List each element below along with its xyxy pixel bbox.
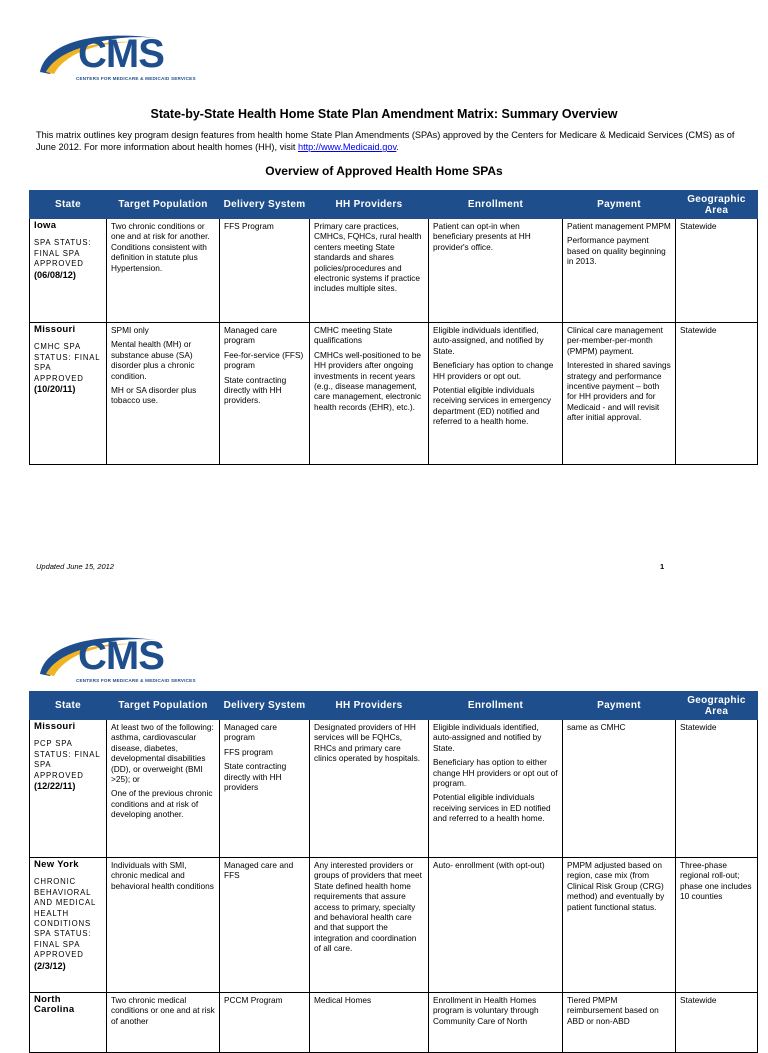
table-row <box>30 219 758 323</box>
medicaid-link[interactable]: http://www.Medicaid.gov <box>297 142 397 152</box>
header-state: State <box>30 191 107 219</box>
header-geographic-area: Geographic Area <box>676 191 758 219</box>
cell-paragraph: MH or SA disorder plus tobacco use. <box>111 385 197 406</box>
header-geographic-area: Geographic Area <box>676 692 758 720</box>
target-population-cell <box>107 720 220 858</box>
state-cell <box>30 993 107 1053</box>
state-name: Missouri <box>34 721 76 732</box>
cell-paragraph: Enrollment in Health Homes program is voluntary through Community Care of North <box>433 995 539 1026</box>
cell-paragraph: Eligible individuals identified, auto-assigned, and notified by State. <box>433 325 544 356</box>
intro-end: . <box>396 142 399 152</box>
geographic-area-cell <box>676 323 758 465</box>
state-name: North Carolina <box>34 994 75 1016</box>
table-row <box>30 323 758 465</box>
state-cell <box>30 323 107 465</box>
cell-paragraph: Managed care program <box>224 325 278 346</box>
cms-logo-tagline: CENTERS FOR MEDICARE & MEDICAID SERVICES <box>76 678 196 683</box>
document-title: State-by-State Health Home State Plan Amendment Matrix: Summary Overview <box>150 107 618 121</box>
header-target-population: Target Population <box>107 191 220 219</box>
cell-paragraph: Designated providers of HH services will be FQHCs, RHCs and primary care clinics operated by hospitals. <box>314 722 421 764</box>
cell-paragraph: Patient management PMPM <box>567 221 671 231</box>
cell-paragraph: Statewide <box>680 722 717 732</box>
cell-paragraph: FFS program <box>224 746 273 757</box>
header-state: State <box>30 692 107 720</box>
spa-status <box>34 877 102 972</box>
spa-status <box>34 342 102 395</box>
header-enrollment: Enrollment <box>429 692 563 720</box>
cell-paragraph: Managed care and FFS <box>224 860 294 881</box>
hh-providers-cell <box>310 323 429 465</box>
spa-status <box>34 739 102 792</box>
cell-paragraph: Fee-for-service (FFS) program <box>224 349 304 371</box>
geographic-area-cell <box>676 993 758 1053</box>
spa-approval-date: (2/3/12) <box>34 960 66 971</box>
table-header-row <box>30 191 758 219</box>
hh-providers-cell <box>310 858 429 993</box>
cell-paragraph: Medical Homes <box>314 995 372 1005</box>
table-row <box>30 993 758 1053</box>
hh-providers-cell <box>310 219 429 323</box>
hh-providers-cell <box>310 993 429 1053</box>
payment-cell <box>563 323 676 465</box>
header-enrollment: Enrollment <box>429 191 563 219</box>
cell-paragraph: Statewide <box>680 325 717 335</box>
cms-logo-text: CMS <box>78 634 164 678</box>
spa-status-text: CHRONIC BEHAVIORAL AND MEDICAL HEALTH CONDITIONS SPA STATUS: FINAL SPA APPROVED <box>34 877 96 960</box>
cms-logo-text: CMS <box>78 32 164 76</box>
payment-cell <box>563 858 676 993</box>
cell-paragraph: Interested in shared savings strategy and performance incentive payment – both for HH providers and for Medicaid - and will revisit after initial approval. <box>567 360 671 423</box>
enrollment-cell <box>429 993 563 1053</box>
hh-providers-cell <box>310 720 429 858</box>
spa-approval-date: (10/20/11) <box>34 384 76 395</box>
footer-page-number: 1 <box>660 562 665 571</box>
geographic-area-cell <box>676 858 758 993</box>
payment-cell <box>563 219 676 323</box>
spa-status-text: CMHC SPA STATUS: FINAL SPA APPROVED <box>34 342 101 383</box>
cell-paragraph: Beneficiary has option to change HH providers or opt out. <box>433 360 554 381</box>
spa-status <box>34 238 102 281</box>
delivery-system-cell <box>220 219 310 323</box>
spa-approval-date: (12/22/11) <box>34 781 76 792</box>
intro-text: This matrix outlines key program design features from health home State Plan Amendments (SPAs) approved by the Centers for Medicare & Medicaid Services (CMS) as of June 2012. For more information about health homes (HH), visit <box>36 130 735 152</box>
cell-paragraph: Mental health (MH) or substance abuse (SA) disorder plus a chronic condition. <box>111 339 195 381</box>
cell-paragraph: State contracting directly with HH providers <box>224 761 287 793</box>
header-delivery-system: Delivery System <box>220 692 310 720</box>
state-cell <box>30 858 107 993</box>
cell-paragraph: Patient can opt-in when beneficiary presents at HH provider's office. <box>433 221 531 252</box>
payment-cell <box>563 720 676 858</box>
cms-logo-tagline: CENTERS FOR MEDICARE & MEDICAID SERVICES <box>76 76 196 81</box>
cell-paragraph: Beneficiary has option to either change HH providers or opt out of program. <box>433 757 558 789</box>
delivery-system-cell <box>220 993 310 1053</box>
cell-paragraph: CMHCs well-positioned to be HH providers after ongoing investments in recent years (e.g., disease management, care management, electronic health records (EHR), etc.). <box>314 349 421 412</box>
table-header-row <box>30 692 758 720</box>
section-title: Overview of Approved Health Home SPAs <box>265 164 503 178</box>
cell-paragraph: PMPM adjusted based on region, case mix (from Clinical Risk Group (CRG) method) and eventually by patient functional status. <box>567 860 665 912</box>
cell-paragraph: Tiered PMPM reimbursement based on ABD or non-ABD <box>567 995 659 1026</box>
payment-cell <box>563 993 676 1053</box>
spa-approval-date: (06/08/12) <box>34 269 76 280</box>
target-population-cell <box>107 323 220 465</box>
cell-paragraph: Performance payment based on quality beginning in 2013. <box>567 235 666 267</box>
state-name: Iowa <box>34 220 57 231</box>
header-delivery-system: Delivery System <box>220 191 310 219</box>
target-population-cell <box>107 219 220 323</box>
enrollment-cell <box>429 219 563 323</box>
cell-paragraph: Managed care program <box>224 722 278 743</box>
header-hh-providers: HH Providers <box>310 191 429 219</box>
cell-paragraph: Any interested providers or groups of providers that meet State defined health home requirements that assure access to primary, specialty and behavioral health care and that support the integration and coordination of all care. <box>314 860 422 954</box>
state-name: Missouri <box>34 324 76 335</box>
target-population-cell <box>107 858 220 993</box>
cms-logo <box>36 28 198 88</box>
cell-paragraph: One of the previous chronic conditions and at risk of developing another. <box>111 788 213 820</box>
enrollment-cell <box>429 720 563 858</box>
cell-paragraph: same as CMHC <box>567 722 626 732</box>
delivery-system-cell <box>220 323 310 465</box>
spa-status-text: PCP SPA STATUS: FINAL SPA APPROVED <box>34 739 101 780</box>
cell-paragraph: Primary care practices, CMHCs, FQHCs, rural health centers meeting State standards and shares policies/procedures and electronic systems if practice includes multiple sites. <box>314 221 422 294</box>
geographic-area-cell <box>676 720 758 858</box>
cell-paragraph: FFS Program <box>224 221 274 231</box>
delivery-system-cell <box>220 858 310 993</box>
state-cell <box>30 720 107 858</box>
enrollment-cell <box>429 323 563 465</box>
hh-spa-table-page2 <box>29 691 758 1053</box>
cell-paragraph: PCCM Program <box>224 995 283 1005</box>
header-payment: Payment <box>563 692 676 720</box>
enrollment-cell <box>429 858 563 993</box>
header-hh-providers: HH Providers <box>310 692 429 720</box>
geographic-area-cell <box>676 219 758 323</box>
cell-paragraph: Potential eligible individuals receiving services in emergency department (ED) notified and referred to a health home. <box>433 385 552 427</box>
cms-logo <box>36 630 198 690</box>
table-row <box>30 858 758 993</box>
state-cell <box>30 219 107 323</box>
cell-paragraph: Three-phase regional roll-out; phase one includes 10 counties <box>680 860 752 902</box>
cell-paragraph: Individuals with SMI, chronic medical and behavioral health conditions <box>111 860 214 891</box>
intro-paragraph <box>36 129 756 153</box>
cell-paragraph: Potential eligible individuals receiving services in ED notified and referred to a health home. <box>433 792 551 824</box>
cell-paragraph: Statewide <box>680 995 717 1005</box>
header-target-population: Target Population <box>107 692 220 720</box>
table-row <box>30 720 758 858</box>
cell-paragraph: Eligible individuals identified, auto-assigned and notified by State. <box>433 722 542 753</box>
cell-paragraph: CMHC meeting State qualifications <box>314 325 393 346</box>
cell-paragraph: Auto- enrollment (with opt-out) <box>433 860 545 870</box>
state-name: New York <box>34 859 79 870</box>
cell-paragraph: SPMI only <box>111 325 149 335</box>
cell-paragraph: State contracting directly with HH providers. <box>224 374 287 406</box>
footer-updated: Updated June 15, 2012 <box>36 562 114 571</box>
hh-spa-table-page1 <box>29 190 758 465</box>
cell-paragraph: Statewide <box>680 221 717 231</box>
cell-paragraph: Two chronic medical conditions or one and at risk of another <box>111 995 215 1026</box>
target-population-cell <box>107 993 220 1053</box>
delivery-system-cell <box>220 720 310 858</box>
header-payment: Payment <box>563 191 676 219</box>
spa-status-text: SPA STATUS: FINAL SPA APPROVED <box>34 238 92 269</box>
cell-paragraph: Two chronic conditions or one and at risk for another. Conditions consistent with definition in statute plus Hypertension. <box>111 221 210 273</box>
cell-paragraph: At least two of the following: asthma, cardiovascular disease, diabetes, developmental disabilities (DD), or overweight (BMI >25); or <box>111 722 214 785</box>
cell-paragraph: Clinical care management per-member-per-month (PMPM) payment. <box>567 325 663 356</box>
